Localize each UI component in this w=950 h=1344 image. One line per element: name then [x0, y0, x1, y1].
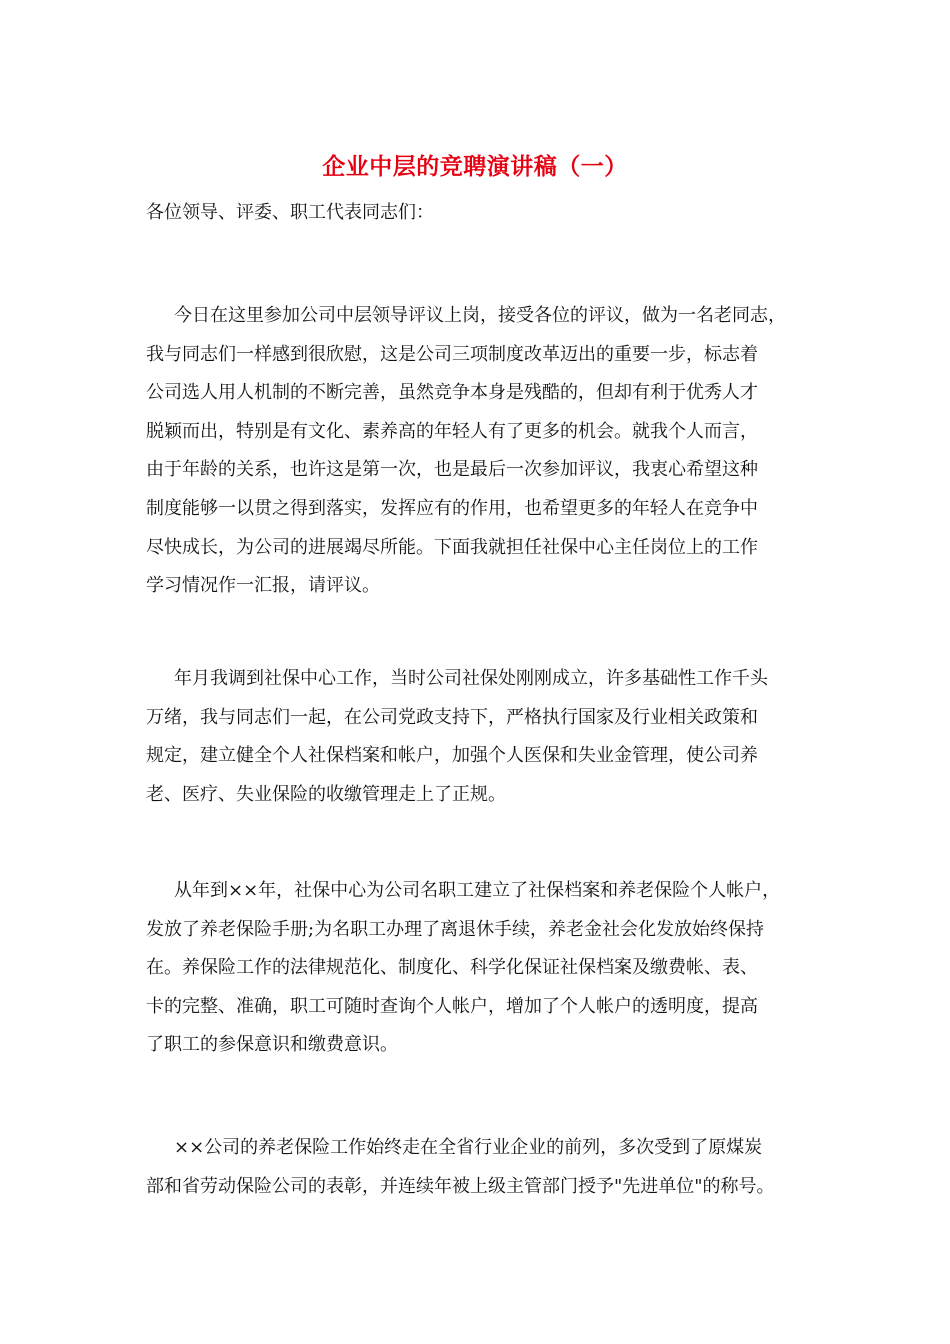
paragraph-line: 发放了养老保险手册;为名职工办理了离退休手续，养老金社会化发放始终保持: [146, 918, 765, 940]
paragraph-1: [146, 297, 826, 606]
paragraph-line: ××公司的养老保险工作始终走在全省行业企业的前列，多次受到了原煤炭: [174, 1137, 763, 1158]
paragraph-line: 公司选人用人机制的不断完善，虽然竞争本身是残酷的，但却有利于优秀人才: [146, 382, 758, 404]
paragraph-2: [146, 660, 826, 814]
paragraph-3: [146, 872, 826, 1065]
paragraph-line: 老、医疗、失业保险的收缴管理走上了正规。: [146, 783, 506, 805]
paragraph-4: [146, 1129, 826, 1206]
paragraph-line: 学习情况作一汇报，请评议。: [146, 575, 380, 597]
paragraph-line: 卡的完整、准确，职工可随时查询个人帐户，增加了个人帐户的透明度，提高: [146, 995, 758, 1017]
paragraph-line: 制度能够一以贯之得到落实，发挥应有的作用，也希望更多的年轻人在竞争中: [146, 497, 758, 519]
paragraph-line: 从年到××年，社保中心为公司名职工建立了社保档案和养老保险个人帐户，: [174, 880, 781, 901]
paragraph-line: 我与同志们一样感到很欣慰，这是公司三项制度改革迈出的重要一步，标志着: [146, 343, 758, 365]
paragraph-line: 尽快成长，为公司的进展竭尽所能。下面我就担任社保中心主任岗位上的工作: [146, 536, 758, 558]
paragraph-line: 今日在这里参加公司中层领导评议上岗，接受各位的评议，做为一名老同志，: [174, 305, 786, 326]
paragraph-line: 规定，建立健全个人社保档案和帐户，加强个人医保和失业金管理，使公司养: [146, 745, 758, 767]
paragraph-line: 在。养保险工作的法律规范化、制度化、科学化保证社保档案及缴费帐、表、: [146, 957, 758, 979]
paragraph-line: 了职工的参保意识和缴费意识。: [146, 1034, 398, 1056]
document-title: 企业中层的竞聘演讲稿（一）: [322, 153, 628, 180]
greeting-line: 各位领导、评委、职工代表同志们：: [146, 202, 434, 223]
paragraph-line: 年月我调到社保中心工作，当时公司社保处刚刚成立，许多基础性工作千头: [174, 668, 768, 689]
paragraph-line: 部和省劳动保险公司的表彰，并连续年被上级主管部门授予"先进单位"的称号。: [146, 1175, 775, 1197]
paragraph-line: 万绪，我与同志们一起，在公司党政支持下，严格执行国家及行业相关政策和: [146, 706, 758, 728]
paragraph-line: 由于年龄的关系，也许这是第一次，也是最后一次参加评议，我衷心希望这种: [146, 459, 758, 481]
paragraph-line: 脱颖而出，特别是有文化、素养高的年轻人有了更多的机会。就我个人而言，: [146, 420, 758, 442]
